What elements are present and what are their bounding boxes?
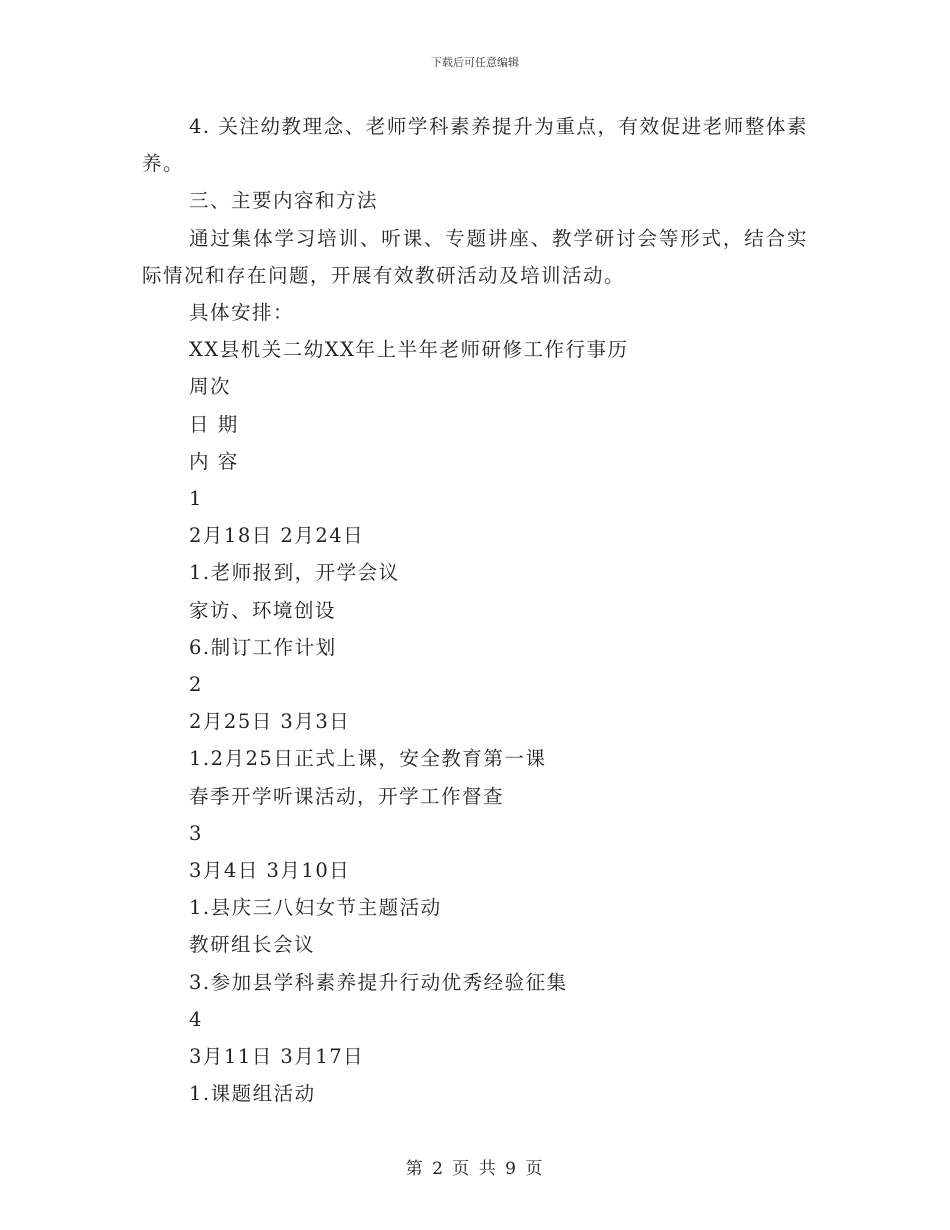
row-week-number: 4: [189, 1007, 203, 1031]
row-content-item: 1.县庆三八妇女节主题活动: [189, 896, 442, 920]
column-header-week: 周次: [189, 375, 232, 399]
row-date-range: 3月11日 3月17日: [189, 1045, 365, 1069]
row-content-item: 1.课题组活动: [189, 1082, 316, 1106]
row-week-number: 1: [189, 487, 203, 511]
row-content-item: 1.老师报到，开学会议: [189, 561, 400, 585]
calendar-title: XX县机关二幼XX年上半年老师研修工作行事历: [189, 338, 629, 362]
section-heading-3: 三、主要内容和方法: [189, 189, 379, 213]
row-content-item: 家访、环境创设: [189, 598, 337, 622]
column-header-content: 内 容: [189, 449, 239, 473]
row-content-item: 6.制订工作计划: [189, 635, 337, 659]
row-date-range: 2月25日 3月3日: [189, 710, 351, 734]
schedule-label: 具体安排：: [189, 301, 295, 325]
document-body: [142, 108, 808, 1112]
paragraph-methods: 通过集体学习培训、听课、专题讲座、教学研讨会等形式，结合实际情况和存在问题，开展有效教研活动及培训活动。: [142, 226, 808, 287]
column-header-date: 日 期: [189, 412, 239, 436]
row-date-range: 3月4日 3月10日: [189, 859, 351, 883]
row-content-item: 1.2月25日正式上课，安全教育第一课: [189, 747, 547, 771]
row-week-number: 2: [189, 673, 203, 697]
row-content-item: 教研组长会议: [189, 933, 316, 957]
row-content-item: 春季开学听课活动，开学工作督查: [189, 784, 505, 808]
paragraph-point-4: 4. 关注幼教理念、老师学科素养提升为重点，有效促进老师整体素养。: [142, 115, 808, 176]
row-content-item: 3.参加县学科素养提升行动优秀经验征集: [189, 970, 568, 994]
page-number-footer: 第 2 页 共 9 页: [405, 1159, 545, 1179]
header-note: 下载后可任意编辑: [431, 56, 519, 69]
row-week-number: 3: [189, 821, 203, 845]
row-date-range: 2月18日 2月24日: [189, 524, 365, 548]
